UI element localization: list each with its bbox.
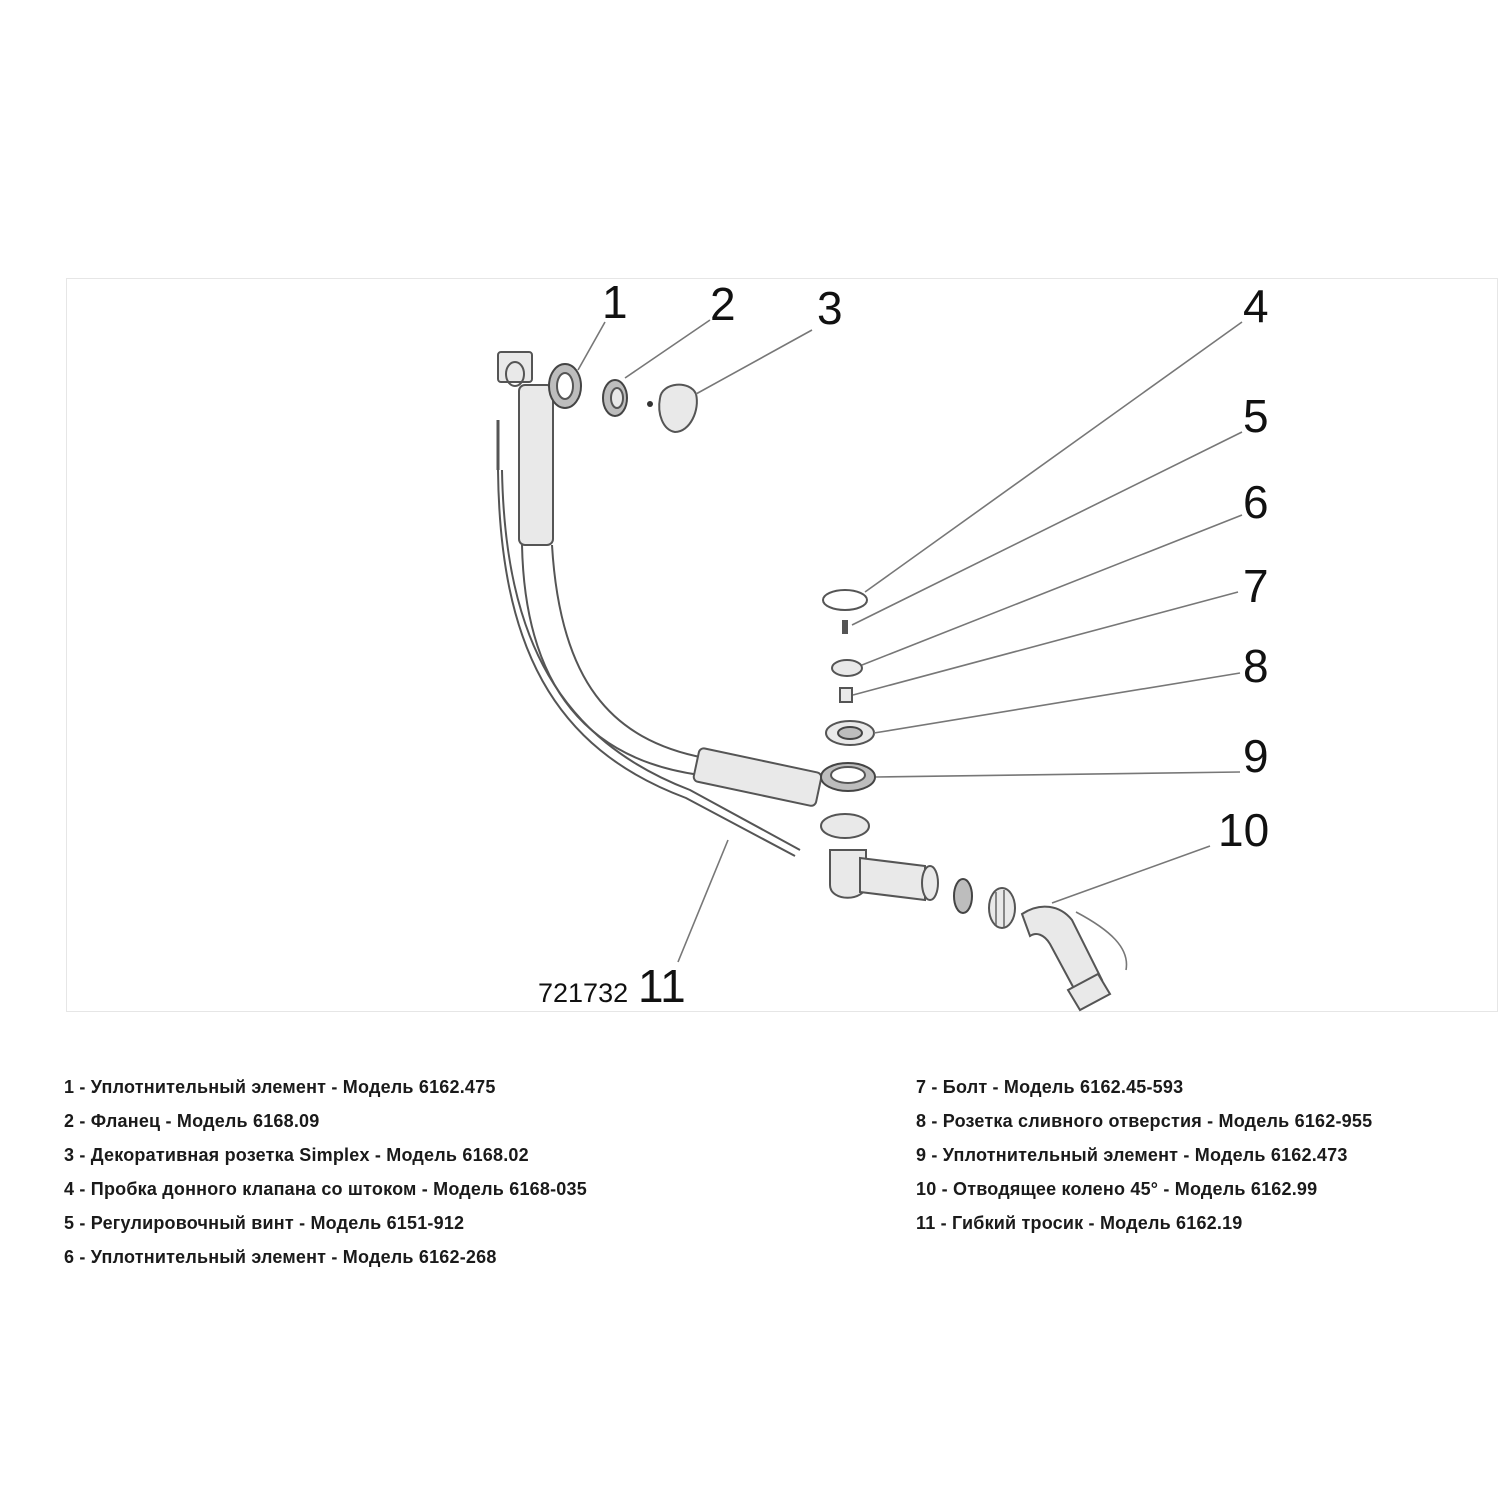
legend-item-1: 1 - Уплотнительный элемент - Модель 6162.475 [64,1077,496,1097]
leader-4 [865,322,1242,592]
drawing-code: 721732 [538,978,629,1008]
legend-item-3: 3 - Декоративная розетка Simplex - Модель 6168.02 [64,1145,529,1165]
callout-9: 9 [1243,730,1269,782]
legend-item-11: 11 - Гибкий тросик - Модель 6162.19 [916,1213,1243,1233]
callout-8: 8 [1243,640,1269,692]
leader-7 [853,592,1238,695]
legend-item-6: 6 - Уплотнительный элемент - Модель 6162-268 [64,1247,497,1267]
callout-1: 1 [602,276,628,328]
bolt-part-7 [840,688,852,702]
leader-11 [678,840,728,962]
legend-item-2: 2 - Фланец - Модель 6168.09 [64,1111,320,1131]
decor-rosette-part-3 [659,385,697,432]
leader-3 [696,330,812,394]
outlet-pipe-end [922,866,938,900]
callout-4: 4 [1243,280,1269,332]
callout-6: 6 [1243,476,1269,528]
leader-2 [625,320,710,378]
drain-outlet-pipe [860,858,925,900]
drain-rosette-center [838,727,862,739]
outlet-seal-ring [954,879,972,913]
parts-legend-right [916,1070,1372,1240]
overflow-head [498,352,532,382]
legend-item-5: 5 - Регулировочный винт - Модель 6151-912 [64,1213,465,1233]
leader-1 [578,322,605,370]
legend-item-9: 9 - Уплотнительный элемент - Модель 6162.473 [916,1145,1348,1165]
adjust-screw-part-5 [842,620,848,634]
legend-item-7: 7 - Болт - Модель 6162.45-593 [916,1077,1184,1097]
callout-2: 2 [710,278,736,330]
callout-3: 3 [817,282,843,334]
leader-9 [876,772,1240,777]
drain-body [821,814,1015,928]
callout-11: 11 [638,960,686,1012]
overflow-pipe [498,352,822,807]
flange-center [611,388,623,408]
callout-5: 5 [1243,390,1269,442]
callout-7: 7 [1243,560,1269,612]
valve-plug-ring-part-4 [823,590,867,610]
drain-hose-outer-edge [552,545,820,782]
overflow-tube-sleeve [519,385,553,545]
outlet-nut [989,888,1015,928]
parts-legend-left [64,1070,587,1274]
seal-part-9-hole [831,767,865,783]
seal-ring-hole [557,373,573,399]
seal-part-6 [832,660,862,676]
callout-10: 10 [1218,804,1270,856]
leader-8 [874,673,1240,733]
legend-item-4: 4 - Пробка донного клапана со штоком - Модель 6168-035 [64,1179,587,1199]
legend-item-8: 8 - Розетка сливного отверстия - Модель 6162-955 [916,1111,1373,1131]
rosette-screw [647,401,653,407]
hose-connector-sleeve [693,747,822,806]
legend-item-10: 10 - Отводящее колено 45° - Модель 6162.99 [916,1179,1318,1199]
drain-body-top [821,814,869,838]
